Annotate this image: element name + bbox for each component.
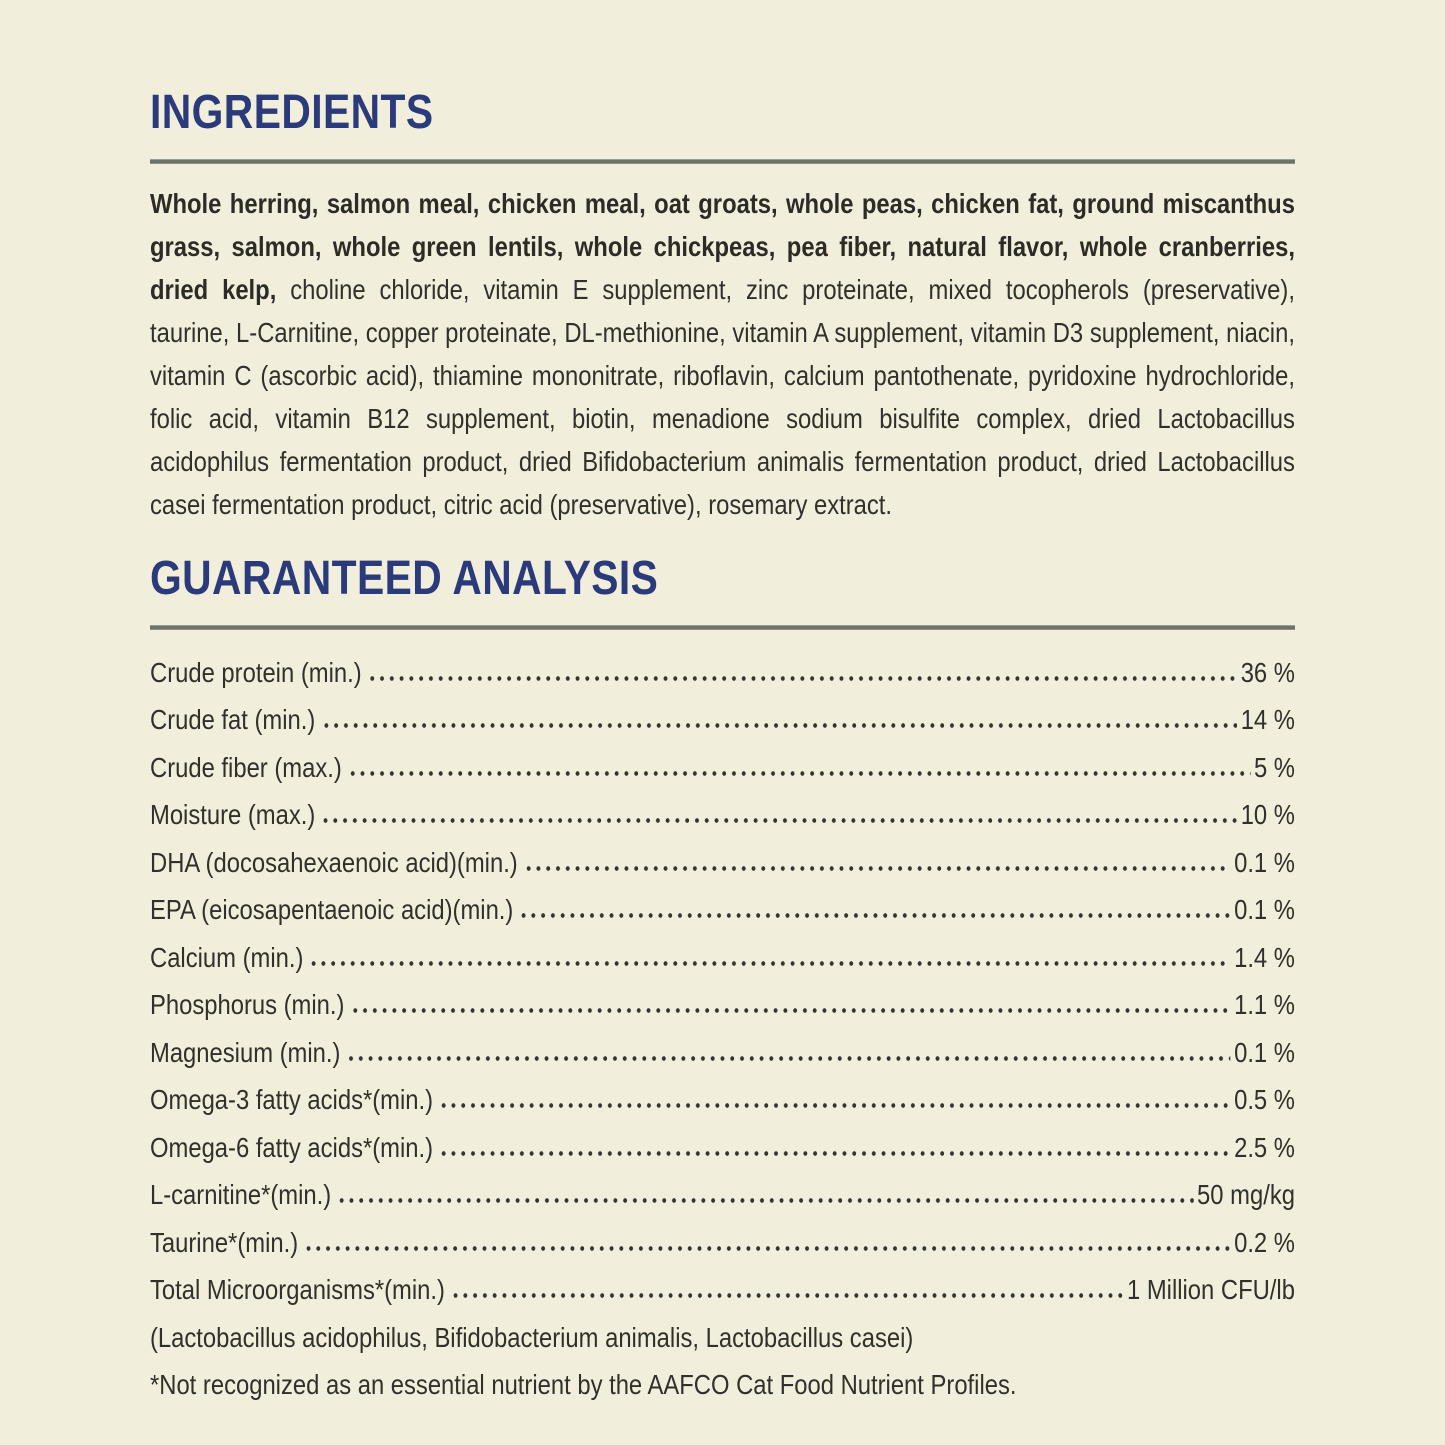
microorganisms-detail-line	[150, 1307, 1295, 1355]
analysis-row-value: 0.1 %	[1234, 1036, 1295, 1068]
ingredients-secondary-list: choline chloride, vitamin E supplement, zinc proteinate, mixed tocopherols (preservative), taurine, L-Carnitine, copper proteinate, DL-methionine, vitamin A supplement, vitamin D3 supplement, niacin, vitamin C (ascorbic acid), thiamine mononitrate, riboflavin, calcium pantothenate, pyridoxine hydrochloride, folic acid, vitamin B12 supplement, biotin, menadione sodium bisulfite complex, dried Lactobacillus acidophilus fermentation product, dried Bifidobacterium animalis fermentation product, dried Lactobacillus casei fermentation product, citric acid (preservative), rosemary extract.	[150, 274, 1295, 520]
dot-leader	[442, 1151, 1231, 1156]
dot-leader	[349, 1056, 1231, 1061]
analysis-row-label: Crude protein (min.)	[150, 656, 362, 688]
analysis-row	[150, 975, 1295, 1023]
analysis-row-label: Calcium (min.)	[150, 941, 304, 973]
analysis-row	[150, 927, 1295, 975]
guaranteed-analysis-heading: GUARANTEED ANALYSIS	[150, 552, 659, 605]
dot-leader	[442, 1103, 1231, 1108]
ingredients-paragraph	[150, 182, 1295, 526]
analysis-row-label: EPA (eicosapentaenoic acid)(min.)	[150, 894, 514, 925]
analysis-row-value: 1.1 %	[1234, 989, 1295, 1020]
analysis-row	[150, 785, 1295, 833]
dot-leader	[353, 1008, 1231, 1013]
analysis-row-value: 1.4 %	[1234, 941, 1295, 973]
analysis-row	[150, 1165, 1295, 1213]
analysis-row	[150, 1212, 1295, 1260]
dot-leader	[324, 818, 1237, 823]
guaranteed-analysis-divider	[150, 625, 1295, 630]
aafco-footnote-line	[150, 1355, 1295, 1403]
aafco-footnote-text: *Not recognized as an essential nutrient by the AAFCO Cat Food Nutrient Profiles.	[150, 1369, 1017, 1400]
analysis-row-label: Omega-6 fatty acids*(min.)	[150, 1131, 434, 1163]
analysis-row	[150, 737, 1295, 785]
analysis-row-label: Moisture (max.)	[150, 799, 316, 830]
dot-leader	[370, 676, 1237, 681]
dot-leader	[340, 1198, 1194, 1203]
analysis-row-label: Phosphorus (min.)	[150, 989, 345, 1020]
analysis-row-label: Crude fat (min.)	[150, 704, 316, 735]
dot-leader	[350, 771, 1250, 776]
analysis-row-value: 14 %	[1240, 704, 1295, 735]
dot-leader	[324, 723, 1237, 728]
guaranteed-analysis-table	[150, 642, 1295, 1307]
analysis-row-value: 0.2 %	[1234, 1226, 1295, 1258]
analysis-row	[150, 880, 1295, 928]
analysis-row	[150, 1260, 1295, 1308]
analysis-row-value: 2.5 %	[1234, 1131, 1295, 1163]
microorganisms-detail-text: (Lactobacillus acidophilus, Bifidobacterium animalis, Lactobacillus casei)	[150, 1321, 914, 1353]
analysis-row-label: DHA (docosahexaenoic acid)(min.)	[150, 846, 518, 878]
analysis-row-label: Omega-3 fatty acids*(min.)	[150, 1084, 434, 1115]
analysis-row-value: 5 %	[1253, 751, 1295, 783]
analysis-row-value: 50 mg/kg	[1197, 1179, 1295, 1210]
analysis-row-value: 10 %	[1240, 799, 1295, 830]
dot-leader	[312, 961, 1231, 966]
dot-leader	[453, 1293, 1123, 1298]
analysis-row	[150, 1022, 1295, 1070]
analysis-row-value: 0.1 %	[1234, 846, 1295, 878]
analysis-row-label: Crude fiber (max.)	[150, 751, 342, 783]
analysis-row	[150, 1070, 1295, 1118]
label-content	[150, 88, 1295, 1402]
guaranteed-analysis-section	[150, 554, 1295, 1402]
ingredients-heading: INGREDIENTS	[150, 86, 434, 139]
analysis-row-value: 36 %	[1240, 656, 1295, 688]
ingredients-section	[150, 88, 1295, 526]
ingredients-divider	[150, 159, 1295, 164]
analysis-row-value: 1 Million CFU/lb	[1126, 1274, 1295, 1305]
analysis-row-label: Magnesium (min.)	[150, 1036, 341, 1068]
dot-leader	[522, 913, 1231, 918]
analysis-row-label: Taurine*(min.)	[150, 1226, 299, 1258]
analysis-row	[150, 1117, 1295, 1165]
dot-leader	[307, 1246, 1231, 1251]
analysis-row-label: L-carnitine*(min.)	[150, 1179, 332, 1210]
ingredients-primary-list: Whole herring, salmon meal, chicken meal, oat groats, whole peas, chicken fat, ground miscanthus grass, salmon, whole green lentils, whole chickpeas, pea fiber, natural flavor, whole cranberries, dried kelp,	[150, 188, 1295, 305]
analysis-row-label: Total Microorganisms*(min.)	[150, 1274, 445, 1305]
analysis-row	[150, 690, 1295, 738]
analysis-row	[150, 832, 1295, 880]
dot-leader	[526, 866, 1230, 871]
analysis-row-value: 0.1 %	[1234, 894, 1295, 925]
analysis-row	[150, 642, 1295, 690]
analysis-row-value: 0.5 %	[1234, 1084, 1295, 1115]
